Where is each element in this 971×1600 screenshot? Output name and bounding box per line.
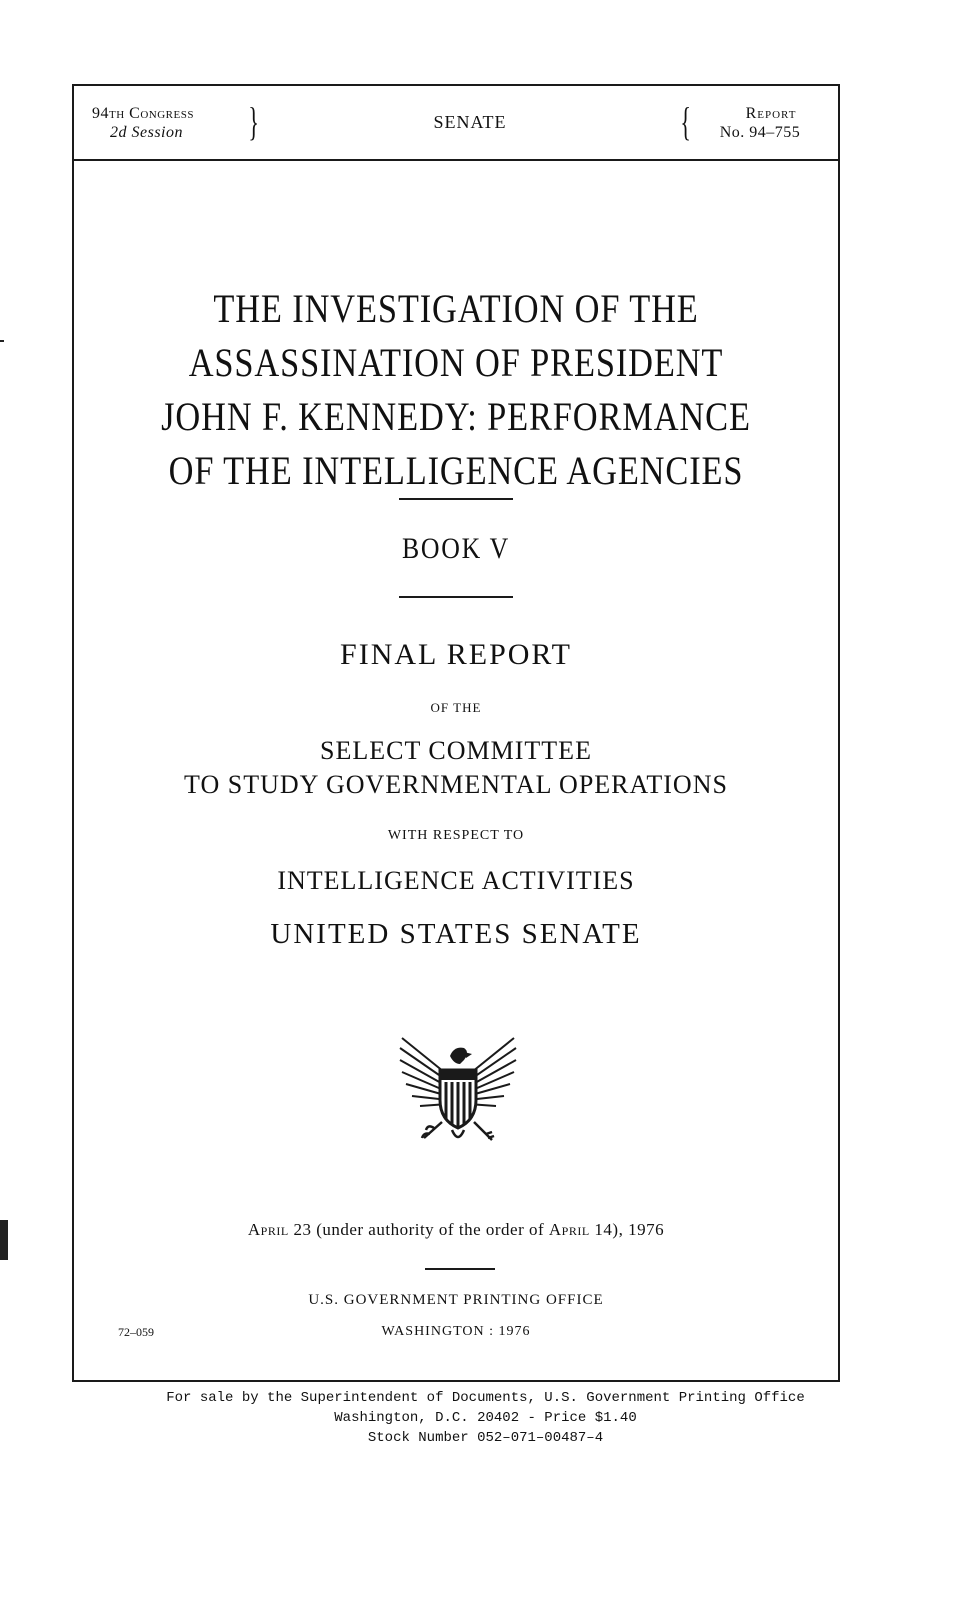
scan-artifact bbox=[0, 1220, 8, 1260]
congress-session-block bbox=[92, 104, 194, 142]
header-divider bbox=[72, 159, 840, 161]
subject-line: INTELLIGENCE ACTIVITIES bbox=[277, 866, 635, 895]
chamber-label: SENATE bbox=[433, 112, 507, 132]
final-report-heading: FINAL REPORT bbox=[340, 638, 572, 671]
report-label: Report bbox=[745, 105, 797, 122]
date-month-1: April bbox=[247, 1220, 289, 1239]
with-respect-label: WITH RESPECT TO bbox=[387, 828, 525, 843]
scan-artifact bbox=[0, 340, 4, 342]
session-label: 2d Session bbox=[110, 124, 183, 141]
printing-location: WASHINGTON : 1976 bbox=[381, 1324, 531, 1339]
of-the-label: OF THE bbox=[430, 700, 482, 715]
document-title bbox=[126, 282, 786, 498]
committee-name-line2: TO STUDY GOVERNMENTAL OPERATIONS bbox=[184, 770, 728, 799]
title-line: OF THE INTELLIGENCE AGENCIES bbox=[168, 448, 744, 493]
date-text-2: 14), 1976 bbox=[589, 1220, 665, 1239]
report-number: No. 94–755 bbox=[719, 124, 801, 141]
book-label: BOOK V bbox=[401, 532, 511, 565]
book-rule bbox=[399, 596, 513, 598]
senate-eagle-seal-icon bbox=[394, 1030, 522, 1146]
title-line: JOHN F. KENNEDY: PERFORMANCE bbox=[161, 394, 751, 439]
report-number-block bbox=[700, 104, 820, 142]
sale-info-line: For sale by the Superintendent of Documents, U.S. Government Printing Office bbox=[166, 1390, 805, 1406]
left-brace: } bbox=[248, 99, 259, 144]
title-line: ASSASSINATION OF PRESIDENT bbox=[188, 340, 724, 385]
right-brace: { bbox=[680, 99, 691, 144]
job-number: 72–059 bbox=[118, 1325, 154, 1339]
date-text-1: 23 (under authority of the order of bbox=[288, 1220, 549, 1239]
title-rule bbox=[399, 498, 513, 500]
senate-line: UNITED STATES SENATE bbox=[270, 918, 642, 950]
page-border bbox=[72, 84, 840, 1382]
sale-info-line: Washington, D.C. 20402 - Price $1.40 bbox=[334, 1410, 637, 1426]
committee-name-line1: SELECT COMMITTEE bbox=[320, 736, 592, 765]
title-line: THE INVESTIGATION OF THE bbox=[213, 286, 699, 331]
sale-info-line: Stock Number 052–071–00487–4 bbox=[367, 1430, 604, 1446]
date-line bbox=[72, 1220, 840, 1240]
date-rule bbox=[425, 1268, 495, 1270]
printing-office: U.S. GOVERNMENT PRINTING OFFICE bbox=[308, 1292, 604, 1308]
congress-label: 94th Congress bbox=[92, 105, 194, 122]
date-month-2: April bbox=[548, 1220, 590, 1239]
